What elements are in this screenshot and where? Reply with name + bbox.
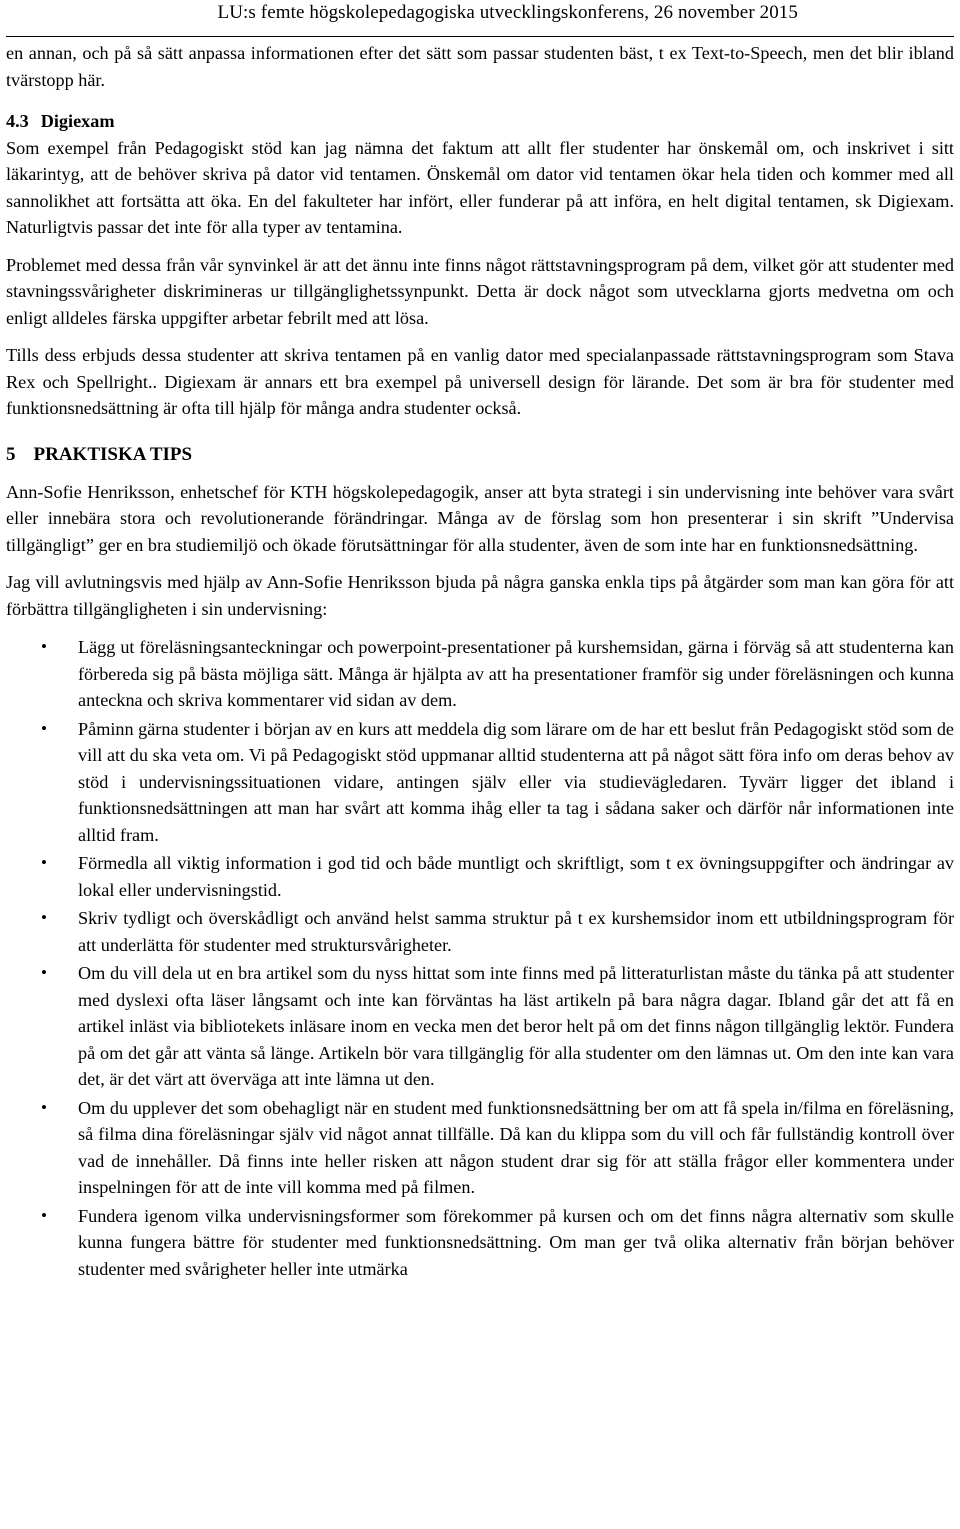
bullet-icon: • — [41, 963, 47, 982]
header-rule — [6, 36, 954, 37]
bullet-icon: • — [41, 908, 47, 927]
bullet-icon: • — [41, 718, 47, 738]
tips-list — [6, 634, 954, 1282]
section-title: PRAKTISKA TIPS — [33, 443, 193, 465]
paragraph: Tills dess erbjuds dessa studenter att skriva tentamen på en vanlig dator med specialanpassade rättstavningsprogram som Stava Rex och Spellright.. Digiexam är annars ett bra exempel på universell design för lärande. Det som är bra för studenter med funktionsnedsättning är ofta till hjälp för många andra studenter också. — [6, 345, 954, 418]
subsection-heading — [6, 108, 954, 135]
tip-text: Fundera igenom vilka undervisningsformer som förekommer på kursen och om det finns några alternativ som skulle kunna fungera bättre för studenter med funktionsnedsättning. Om man ger två olika alternativ från början behöver studenter med svårigheter heller inte utmärka — [78, 1205, 954, 1279]
paragraph: Jag vill avlutningsvis med hjälp av Ann-Sofie Henriksson bjuda på några ganska enkla tips på åtgärder som man kan göra för att förbättra tillgängligheten i sin undervisning: — [6, 572, 954, 619]
bullet-icon: • — [41, 637, 47, 656]
paragraph: Ann-Sofie Henriksson, enhetschef för KTH högskolepedagogik, anser att byta strategi i sin undervisning inte behöver vara svårt eller innebära stora och revolutionerande förändringar. Många av de förslag som hon presenterar i sin skrift ”Undervisa tillgängligt” ger en bra studiemiljö och ökade förutsättningar för alla studenter, även de som inte har en funktionsnedsättning. — [6, 481, 954, 555]
subsection-title: Digiexam — [40, 111, 115, 131]
paragraph: Som exempel från Pedagogiskt stöd kan jag nämna det faktum att allt fler studenter har önskemål om, och inskrivet i sitt läkarintyg, att de behöver skriva på dator vid tentamen. Önskemål om dator vid tentamen ökar hela tiden och kommer med all sannolikhet att fortsätta att öka. En del fakulteter har infört, eller funderar på att införa, en helt digital tentamen, sk Digiexam. Naturligtvis passar det inte för alla typer av tentamina. — [6, 137, 954, 237]
tip-text: Skriv tydligt och överskådligt och använd helst samma struktur på t ex kurshemsidor inom ett utbildningsprogram för att underlätta för studenter med struktursvårigheter. — [78, 908, 954, 955]
paragraph: Problemet med dessa från vår synvinkel är att det ännu inte finns något rättstavningsprogram på dem, vilket gör att studenter med stavningssvårigheter diskrimineras ur tillgänglighetssynpunkt. Detta är dock något som utvecklarna gjorts medvetna om och enligt alldeles färska uppgifter arbetar febrilt med att lösa. — [6, 254, 954, 328]
tip-text: Om du upplever det som obehagligt när en student med funktionsnedsättning ber om att få spela in/filma en föreläsning, så filma dina föreläsningar själv vid något annat tillfälle. Då kan du klippa som du vill och får fullständig kontroll över vad de innehåller. Då finns inte heller risken att någon student drar sig för att ställa frågor eller kommentera under inspelningen för att de inte vill komma med på filmen. — [78, 1097, 954, 1197]
list-item — [6, 634, 954, 714]
bullet-icon: • — [41, 1097, 47, 1117]
tip-text: Om du vill dela ut en bra artikel som du nyss hittat som inte finns med på litteraturlistan måste du tänka på att studenter med dyslexi ofta läser långsamt och inte kan förväntas ha läst artikeln på bara några dagar. Ibland går det att få en artikel inläst via bibliotekets inläsare inom en vecka men det beror helt på om det finns någon tillgänglig lektör. Fundera på om det går att vänta så länge. Artikeln bör vara tillgänglig för alla studenter om den lämnas ut. Om den inte kan vara det, är det värt att överväga att inte lämna ut den. — [78, 963, 954, 1089]
list-item — [6, 960, 954, 1093]
subsection-number: 4.3 — [6, 111, 29, 131]
section-heading — [6, 442, 954, 468]
list-item — [6, 1095, 954, 1201]
page-header — [0, 2, 960, 32]
bullet-icon: • — [41, 1205, 47, 1225]
document-body — [6, 40, 954, 1284]
list-item — [6, 1203, 954, 1283]
list-item — [6, 716, 954, 849]
list-item — [6, 850, 954, 903]
tip-text: Påminn gärna studenter i början av en kurs att meddela dig som lärare om de har ett beslut från Pedagogiskt stöd som de vill att du ska veta om. Vi på Pedagogiskt stöd uppmanar alltid studenterna att på något sätt föra info om deras behov av stöd i undervisningssituationen vidare, antingen själv eller via studievägledaren. Tyvärr ligger det ibland i funktionsnedsättningen att man har svårt att komma ihåg eller ta tag i sådana saker och därför når informationen inte alltid fram. — [78, 718, 954, 845]
list-item — [6, 905, 954, 958]
section-number: 5 — [6, 443, 16, 465]
tip-text: Förmedla all viktig information i god tid och både muntligt och skriftligt, som t ex övningsuppgifter och ändringar av lokal eller undervisningstid. — [78, 853, 954, 900]
tip-text: Lägg ut föreläsningsanteckningar och powerpoint-presentationer på kurshemsidan, gärna i förväg så att studenterna kan förbereda sig på bästa möjliga sätt. Många är hjälpta av att ha presentationer framför sig under föreläsningen och kunna anteckna och skriva kommentarer vid sidan av dem. — [78, 637, 954, 710]
intro-paragraph: en annan, och på så sätt anpassa informationen efter det sätt som passar studenten bäst, t ex Text-to-Speech, men det blir ibland tvärstopp här. — [6, 43, 954, 90]
bullet-icon: • — [41, 853, 47, 872]
running-title: LU:s femte högskolepedagogiska utvecklingskonferens, 26 november 2015 — [217, 2, 798, 23]
